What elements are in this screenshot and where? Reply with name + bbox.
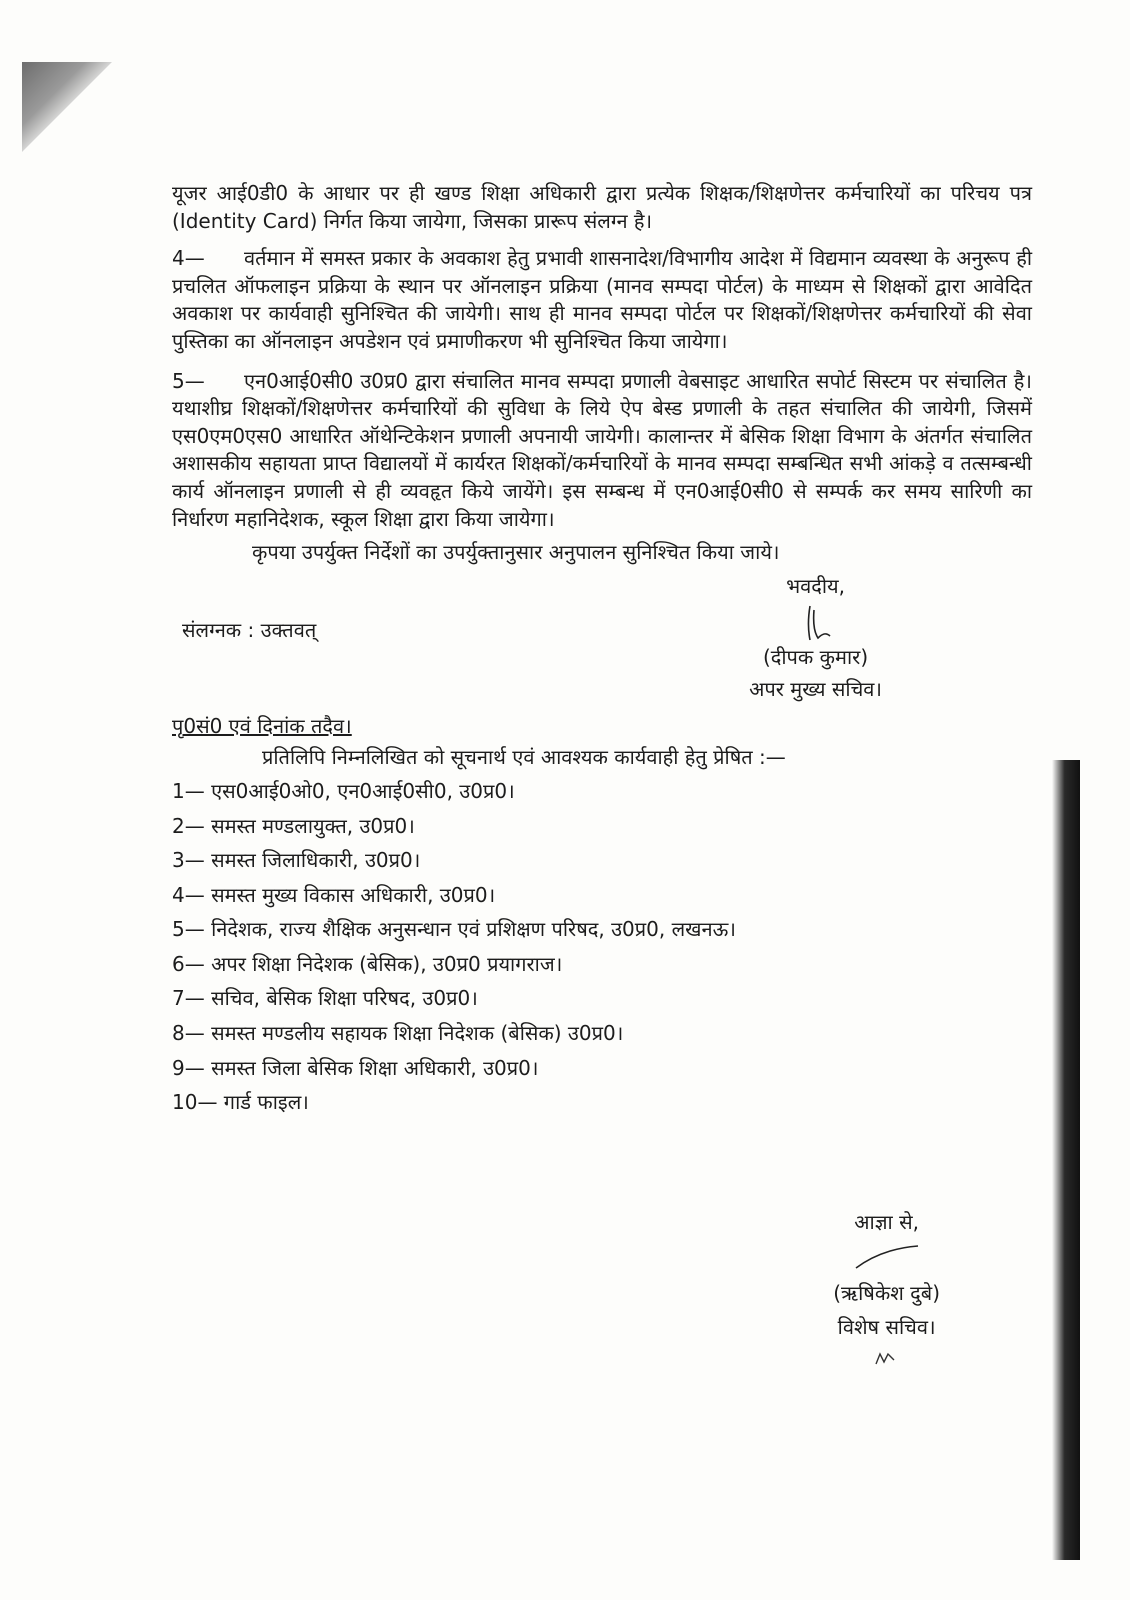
- by-order: आज्ञा से,: [854, 1210, 919, 1234]
- intro-paragraph: यूजर आई0डी0 के आधार पर ही खण्ड शिक्षा अधिकारी द्वारा प्रत्येक शिक्षक/शिक्षणेत्तर कर्मचारियों का परिचय पत्र (Identity Card) निर्गत किया जायेगा, जिसका प्रारूप संलग्न है।: [172, 181, 1032, 233]
- paragraph-5-number: 5—: [172, 368, 205, 393]
- copy-intro: प्रतिलिपि निम्नलिखित को सूचनार्थ एवं आवश्यक कार्यवाही हेतु प्रेषित :—: [262, 745, 786, 770]
- signatory-designation: विशेष सचिव।: [837, 1315, 936, 1339]
- list-item: 10— गार्ड फाइल।: [172, 1090, 309, 1115]
- closing-section: [172, 573, 1032, 699]
- list-item: 8— समस्त मण्डलीय सहायक शिक्षा निदेशक (बेसिक) उ0प्र0।: [172, 1021, 624, 1046]
- signature-stroke: [852, 1242, 922, 1272]
- sender-designation: अपर मुख्य सचिव।: [749, 676, 882, 701]
- request-line: कृपया उपर्युक्त निर्देशों का उपर्युक्तानुसार अनुपालन सुनिश्चित किया जाये।: [252, 540, 780, 565]
- order-signature-block: [833, 1208, 940, 1375]
- list-item: 7— सचिव, बेसिक शिक्षा परिषद, उ0प्र0।: [172, 986, 478, 1011]
- copy-recipient-list: [172, 778, 1032, 1117]
- paragraph-5: [172, 368, 1032, 534]
- list-item: 1— एस0आई0ओ0, एन0आई0सी0, उ0प्र0।: [172, 778, 515, 803]
- letter-body: [172, 180, 1032, 1124]
- paragraph-5-text: एन0आई0सी0 उ0प्र0 द्वारा संचालित मानव सम्पदा प्रणाली वेबसाइट आधारित सपोर्ट सिस्टम पर संचालित है। यथाशीघ्र शिक्षकों/शिक्षणेत्तर कर्मचारियों की सुविधा के लिये ऐप बेस्ड प्रणाली के तहत संचालित की जायेगी, जिसमें एस0एम0एस0 आधारित ऑथेन्टिकेशन प्रणाली अपनायी जायेगी। कालान्तर में बेसिक शिक्षा विभाग के अंतर्गत संचालित अशासकीय सहायता प्राप्त विद्यालयों में कार्यरत शिक्षकों/कर्मचारियों के मानव सम्पदा सम्बन्धित सभी आंकड़े व तत्सम्बन्धी कार्य ऑनलाइन प्रणाली से ही व्यवहृत किये जायेंगे। इस सम्बन्ध में एन0आई0सी0 से सम्पर्क कर समय सारिणी का निर्धारण महानिदेशक, स्कूल शिक्षा द्वारा किया जायेगा।: [172, 368, 1032, 531]
- enclosure-note: संलग्नक : उक्तवत्: [182, 617, 317, 642]
- scan-edge-shadow: [1052, 760, 1080, 1560]
- signatory-name: (ऋषिकेश दुबे): [833, 1281, 940, 1305]
- paragraph-4-text: वर्तमान में समस्त प्रकार के अवकाश हेतु प्रभावी शासनादेश/विभागीय आदेश में विद्यमान व्यवस्था के अनुरूप ही प्रचलित ऑफलाइन प्रक्रिया के स्थान पर ऑनलाइन प्रक्रिया (मानव सम्पदा पोर्टल) के माध्यम से शिक्षकों द्वारा आवेदित अवकाश पर कार्यवाही सुनिश्चित की जायेगी। साथ ही मानव सम्पदा पोर्टल पर शिक्षकों/शिक्षणेत्तर कर्मचारियों की सेवा पुस्तिका का ऑनलाइन अपडेशन एवं प्रमाणीकरण भी सुनिश्चित किया जायेगा।: [172, 246, 1032, 353]
- signature-mark: [796, 604, 836, 644]
- salutation: भवदीय,: [786, 573, 846, 598]
- list-item: 5— निदेशक, राज्य शैक्षिक अनुसन्धान एवं प्रशिक्षण परिषद, उ0प्र0, लखनऊ।: [172, 917, 736, 942]
- paragraph-4: [172, 245, 1032, 355]
- sender-name: (दीपक कुमार): [762, 645, 869, 670]
- list-item: 2— समस्त मण्डलायुक्त, उ0प्र0।: [172, 813, 415, 838]
- list-item: 4— समस्त मुख्य विकास अधिकारी, उ0प्र0।: [172, 882, 496, 907]
- paragraph-4-number: 4—: [172, 246, 205, 271]
- initials-mark: [872, 1348, 902, 1368]
- reference-line: पृ0सं0 एवं दिनांक तदैव।: [172, 713, 352, 738]
- list-item: 6— अपर शिक्षा निदेशक (बेसिक), उ0प्र0 प्रयागराज।: [172, 951, 563, 976]
- page-corner-fold: [22, 62, 112, 152]
- list-item: 3— समस्त जिलाधिकारी, उ0प्र0।: [172, 848, 421, 873]
- sender-signature-block: [749, 573, 882, 708]
- list-item: 9— समस्त जिला बेसिक शिक्षा अधिकारी, उ0प्र0।: [172, 1055, 539, 1080]
